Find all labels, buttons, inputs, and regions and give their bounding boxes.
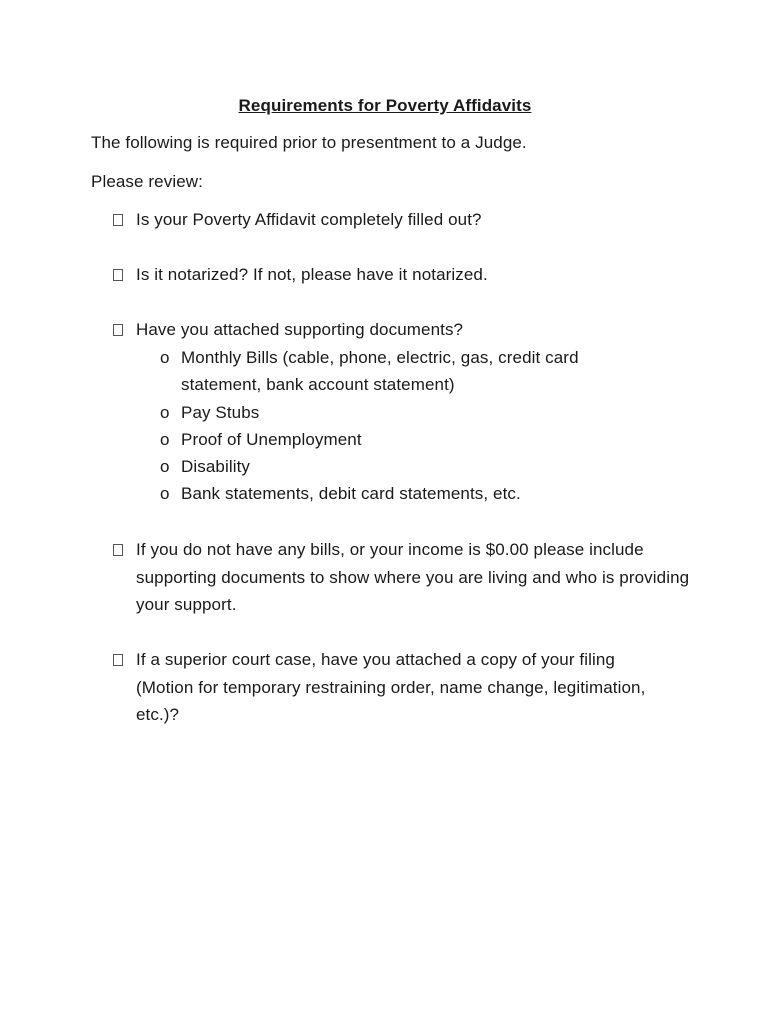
supporting-docs-list xyxy=(160,344,660,508)
checklist-item-text: If a superior court case, have you attached a copy of your filing (Motion for temporary restraining order, name change, legitimation, etc.)? xyxy=(136,650,646,724)
list-item-text: Pay Stubs xyxy=(181,402,260,422)
checklist-item-text: Is your Poverty Affidavit completely filled out? xyxy=(136,210,482,229)
list-item-text: Bank statements, debit card statements, etc. xyxy=(181,484,521,504)
list-item xyxy=(160,344,641,399)
bullet-icon: o xyxy=(160,484,170,504)
bullet-icon: o xyxy=(160,402,170,422)
checkbox-icon xyxy=(113,214,123,226)
list-item-text: Disability xyxy=(181,457,251,477)
list-item-text: Proof of Unemployment xyxy=(181,429,362,449)
list-item xyxy=(160,399,660,426)
checkbox-icon xyxy=(113,324,123,336)
checklist-item-text: Have you attached supporting documents? xyxy=(136,320,464,339)
review-label: Please review: xyxy=(91,172,203,191)
checkbox-icon xyxy=(113,654,123,666)
checklist-item-text: Is it notarized? If not, please have it notarized. xyxy=(136,265,488,284)
list-item xyxy=(160,426,660,453)
intro-text: The following is required prior to presentment to a Judge. xyxy=(91,133,527,152)
checkbox-icon xyxy=(113,544,123,556)
document-title: Requirements for Poverty Affidavits xyxy=(238,96,532,115)
list-item xyxy=(160,453,660,480)
list-item xyxy=(160,480,660,507)
checkbox-icon xyxy=(113,269,123,281)
bullet-icon: o xyxy=(160,429,170,449)
checklist-item-text: If you do not have any bills, or your income is $0.00 please include supporting documents to show where you are living and who is providing your support. xyxy=(136,540,690,614)
list-item-text: Monthly Bills (cable, phone, electric, gas, credit card statement, bank account statement) xyxy=(181,348,579,395)
bullet-icon: o xyxy=(160,348,170,367)
bullet-icon: o xyxy=(160,457,170,477)
